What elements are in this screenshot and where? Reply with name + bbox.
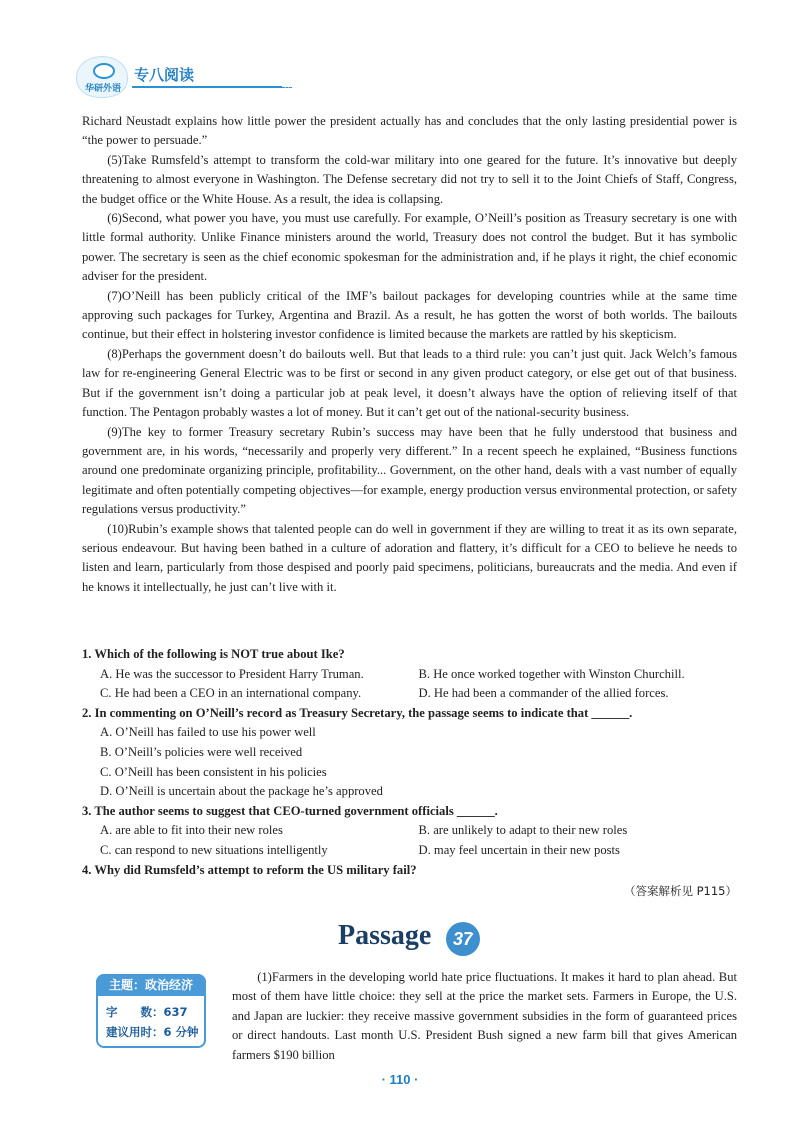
question-3-stem: 3. The author seems to suggest that CEO-turned government officials ______. — [82, 803, 498, 818]
option-d: D. may feel uncertain in their new posts — [418, 842, 620, 857]
passage-37-body — [232, 968, 737, 1065]
question-4-stem: 4. Why did Rumsfeld’s attempt to reform the US military fail? — [82, 862, 417, 877]
option-a: A. are able to fit into their new roles — [100, 823, 283, 838]
page-number: · 110 · — [381, 1072, 419, 1087]
question-1-options-row-1 — [82, 665, 737, 685]
option-c: C. O’Neill has been consistent in his policies — [100, 764, 327, 779]
paragraph-5: (5)Take Rumsfeld’s attempt to transform the cold-war military into one geared for the future. It’s innovative but deeply threatening to almost everyone in Washington. The Defense secretary did not try to sell it to the Joint Chiefs of Staff, Congress, the budget office or the White House. As a result, the idea is collapsing. — [82, 152, 737, 206]
questions-section — [82, 645, 737, 902]
option-c: C. can respond to new situations intelligently — [100, 842, 328, 857]
passage-37-paragraph-1: (1)Farmers in the developing world hate price fluctuations. It makes it hard to plan ahead. But most of them have little choice: they sell at the price the market sets. Farmers in Europe, the U.S. and Japan are luckier: they receive massive government subsidies in the form of guaranteed prices or direct handouts. Last month U.S. President Bush signed a new farm bill that gives American farmers $190 billion — [232, 970, 737, 1062]
paragraph-6: (6)Second, what power you have, you must use carefully. For example, O’Neill’s position as Treasury secretary is one with little formal authority. Unlike Finance ministers around the world, Treasury does not control the budget. But it has symbolic power. The secretary is seen as the chief economic spokesman for the administration and, if he plays it right, the chief economic adviser for the president. — [82, 211, 737, 284]
answer-reference: （答案解析见 P115） — [623, 884, 737, 899]
option-c: C. He had been a CEO in an international company. — [100, 686, 362, 701]
suggested-time: 建议用时：6 分钟 — [106, 1025, 199, 1039]
topic-title: 主题：政治经济 — [96, 974, 206, 996]
question-1-options-row-2 — [82, 684, 737, 704]
question-3-options-row-2 — [82, 841, 737, 861]
word-count: 字 数：637 — [106, 1005, 188, 1019]
option-b: B. O’Neill’s policies were well received — [100, 744, 303, 759]
option-a: A. O’Neill has failed to use his power well — [100, 725, 316, 740]
option-a: A. He was the successor to President Harry Truman. — [100, 666, 364, 681]
option-b: B. are unlikely to adapt to their new roles — [418, 823, 628, 838]
question-2-stem: 2. In commenting on O’Neill’s record as Treasury Secretary, the passage seems to indicate that ______. — [82, 705, 633, 720]
header-underline — [132, 86, 282, 88]
frog-mascot-icon — [93, 63, 115, 79]
passage-heading-word: Passage — [338, 920, 432, 951]
passage-heading — [338, 918, 498, 962]
page-header — [76, 56, 716, 96]
paragraph-9: (9)The key to former Treasury secretary Rubin’s success may have been that he fully understood that business and government are, in his words, “necessarily and properly very different.” In a recent speech he explained, “Business functions around one predominate organizing principle, profitability... Government, on the other hand, deals with a vast number of equally legitimate and often potentially competing objectives—for example, energy production versus environmental protection, or safety regulations versus productivity.” — [82, 424, 737, 517]
passage-body — [82, 112, 737, 597]
option-d: D. He had been a commander of the allied forces. — [418, 686, 669, 701]
option-d: D. O’Neill is uncertain about the package he’s approved — [100, 784, 383, 799]
header-dash — [282, 87, 292, 88]
paragraph-7: (7)O’Neill has been publicly critical of the IMF’s bailout packages for developing countries while at the same time approving such packages for Turkey, Argentina and Brazil. As a result, he has gotten the worst of both worlds. The bailouts continue, but their effect in holstering investor confidence is limited because the markets are rattled by his skepticism. — [82, 288, 737, 342]
paragraph-continued: Richard Neustadt explains how little power the president actually has and concludes that the only lasting presidential power is “the power to persuade.” — [82, 114, 737, 148]
passage-number-badge: 37 — [446, 922, 480, 956]
topic-info-box — [96, 974, 206, 1048]
logo-text: 华研外语 — [84, 84, 121, 94]
option-b: B. He once worked together with Winston Churchill. — [418, 666, 685, 681]
paragraph-10: (10)Rubin’s example shows that talented people can do well in government if they are willing to treat it as its own separate, serious endeavour. But having been bathed in a culture of adoration and flattery, it’s difficult for a CEO to believe he needs to listen and learn, particularly from those despised and poorly paid specimens, politicians, bureaucrats and the media. And even if he knows it intellectually, he just can’t live with it. — [82, 521, 737, 594]
paragraph-8: (8)Perhaps the government doesn’t do bailouts well. But that leads to a third rule: you can’t just quit. Jack Welch’s famous law for re-engineering General Electric was to be first or second in any given product category, or else get out of that business. But if the government isn’t doing a particular job at peak level, it doesn’t always have the option of relieving itself of that function. The Pentagon probably wastes a lot of money. But it can’t get out of the national-security business. — [82, 346, 737, 420]
sparkle-icon: ✦ — [470, 926, 481, 940]
book-series-title: 专八阅读 — [134, 66, 195, 84]
question-3-options-row-1 — [82, 821, 737, 841]
question-1-stem: 1. Which of the following is NOT true about Ike? — [82, 647, 345, 661]
publisher-logo — [76, 56, 128, 98]
